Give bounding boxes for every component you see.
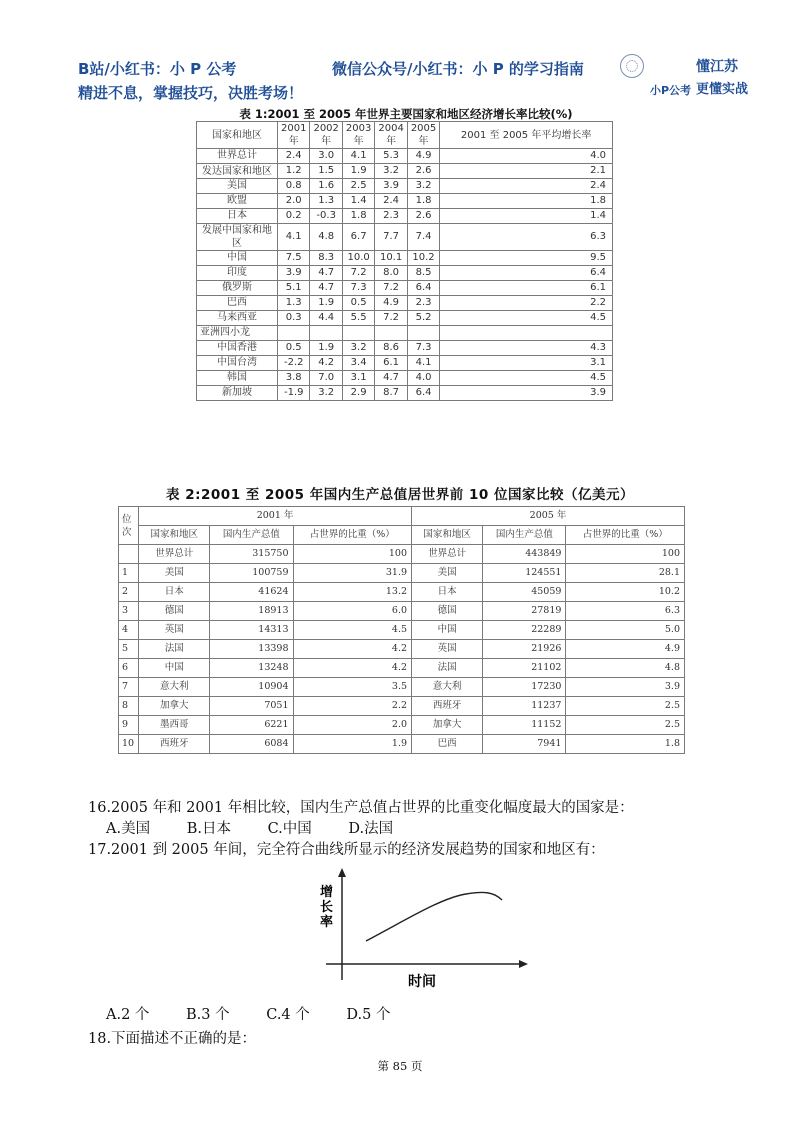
table2-cell: 100 — [293, 545, 412, 564]
table1-value-cell: 7.3 — [342, 281, 374, 296]
table1-row — [197, 251, 613, 266]
table2-row — [119, 583, 685, 602]
table2-cell: 美国 — [139, 564, 210, 583]
table1-name-cell: 发达国家和地区 — [197, 164, 278, 179]
table1-value-cell: 4.1 — [342, 149, 374, 164]
table2-rank-cell: 9 — [119, 716, 139, 735]
table1-value-cell: 5.2 — [407, 311, 439, 326]
table2-cell: 2.0 — [293, 716, 412, 735]
table1-value-cell — [375, 326, 407, 341]
table1-value-cell: 3.2 — [407, 179, 439, 194]
logo-line2: 更懂实战 — [696, 82, 749, 97]
table1-header-cell: 2003年 — [342, 122, 374, 149]
table1-value-cell: 5.3 — [375, 149, 407, 164]
table1-name-cell: 欧盟 — [197, 194, 278, 209]
table2-cell: 加拿大 — [139, 697, 210, 716]
table1-value-cell: 3.2 — [310, 386, 342, 401]
table2-cell: 西班牙 — [412, 697, 483, 716]
table1-row — [197, 386, 613, 401]
table1-name-cell: 中国 — [197, 251, 278, 266]
table2-cell: 4.5 — [293, 621, 412, 640]
table1 — [196, 121, 613, 401]
table2-cell: 28.1 — [566, 564, 685, 583]
table1-value-cell: 1.3 — [310, 194, 342, 209]
table1-value-cell: 1.9 — [310, 341, 342, 356]
y-axis-arrow — [338, 868, 346, 877]
table2-cell: 4.8 — [566, 659, 685, 678]
table2-cell: 6221 — [210, 716, 293, 735]
table2-cell: 7941 — [483, 735, 566, 754]
table1-value-cell: 5.1 — [278, 281, 310, 296]
table1-value-cell: 3.9 — [375, 179, 407, 194]
table1-row — [197, 179, 613, 194]
table1-value-cell: 8.0 — [375, 266, 407, 281]
table1-avg-cell: 4.3 — [440, 341, 613, 356]
table1-value-cell: 10.2 — [407, 251, 439, 266]
table1-value-cell: 3.8 — [278, 371, 310, 386]
table1-avg-cell: 4.0 — [440, 149, 613, 164]
table2-cell: 10.2 — [566, 583, 685, 602]
table1-avg-cell: 4.5 — [440, 371, 613, 386]
table1-value-cell: -0.3 — [310, 209, 342, 224]
table1-value-cell: 3.4 — [342, 356, 374, 371]
option-c[interactable]: C.4 个 — [266, 1007, 310, 1023]
table2-cell: 21102 — [483, 659, 566, 678]
table2-rank-cell: 1 — [119, 564, 139, 583]
table2-rank-cell — [119, 545, 139, 564]
table1-value-cell: 1.3 — [278, 296, 310, 311]
table2-cell: 31.9 — [293, 564, 412, 583]
option-d[interactable]: D.法国 — [348, 821, 394, 837]
table2-cell: 22289 — [483, 621, 566, 640]
header-slogan: 精进不息，掌握技巧，决胜考场！ — [78, 84, 304, 102]
option-b[interactable]: B.日本 — [186, 821, 231, 837]
table1-value-cell: 4.7 — [375, 371, 407, 386]
header-bilibili-line: B站/小红书：小 P 公考 — [78, 60, 237, 78]
table2-cell: 17230 — [483, 678, 566, 697]
table2-cell: 1.9 — [293, 735, 412, 754]
question-17-options — [106, 1003, 422, 1024]
table2-cell: 3.9 — [566, 678, 685, 697]
table2-row — [119, 602, 685, 621]
table1-avg-cell: 2.4 — [440, 179, 613, 194]
table2-cell: 2.5 — [566, 716, 685, 735]
table2-cell: 加拿大 — [412, 716, 483, 735]
table2-cell: 3.5 — [293, 678, 412, 697]
table1-value-cell: 4.1 — [278, 224, 310, 251]
table1-value-cell: 7.7 — [375, 224, 407, 251]
table2-cell: 27819 — [483, 602, 566, 621]
table2-cell: 41624 — [210, 583, 293, 602]
table1-header-cell: 2002年 — [310, 122, 342, 149]
table1-row — [197, 224, 613, 251]
table2-total-row — [119, 545, 685, 564]
table1-value-cell: 8.6 — [375, 341, 407, 356]
table2-cell: 墨西哥 — [139, 716, 210, 735]
table1-value-cell: 4.0 — [407, 371, 439, 386]
table1-name-cell: 俄罗斯 — [197, 281, 278, 296]
table1-value-cell: 4.7 — [310, 266, 342, 281]
table1-value-cell: 2.0 — [278, 194, 310, 209]
table2-cell: 世界总计 — [412, 545, 483, 564]
table1-value-cell: 10.1 — [375, 251, 407, 266]
table1-value-cell: 7.3 — [407, 341, 439, 356]
table1-avg-cell — [440, 326, 613, 341]
table2-year2: 2005 年 — [412, 507, 685, 526]
table1-value-cell: 2.9 — [342, 386, 374, 401]
table2-rank-cell: 4 — [119, 621, 139, 640]
table2-subheader: 国内生产总值 — [483, 526, 566, 545]
table1-value-cell: 4.8 — [310, 224, 342, 251]
table1-value-cell: 3.1 — [342, 371, 374, 386]
graph-ylabel-char: 增 — [320, 885, 334, 900]
table1-value-cell: 7.2 — [375, 281, 407, 296]
table1-avg-cell: 6.1 — [440, 281, 613, 296]
table1-value-cell: -1.9 — [278, 386, 310, 401]
table2-cell: 2.5 — [566, 697, 685, 716]
table2-cell: 10904 — [210, 678, 293, 697]
table2-cell: 18913 — [210, 602, 293, 621]
table2-row — [119, 678, 685, 697]
table1-avg-cell: 6.4 — [440, 266, 613, 281]
logo-globe-icon — [620, 54, 644, 78]
table2-cell: 日本 — [412, 583, 483, 602]
table1-value-cell: 2.4 — [375, 194, 407, 209]
table2-cell: 6084 — [210, 735, 293, 754]
graph-ylabel-char: 长 — [320, 900, 334, 915]
table2-cell: 2.2 — [293, 697, 412, 716]
table2-cell: 5.0 — [566, 621, 685, 640]
table1-name-cell: 印度 — [197, 266, 278, 281]
header-wechat-line: 微信公众号/小红书：小 P 的学习指南 — [332, 60, 584, 78]
table1-row — [197, 341, 613, 356]
table2-rank-cell: 5 — [119, 640, 139, 659]
table1-value-cell — [278, 326, 310, 341]
table1-avg-cell: 1.4 — [440, 209, 613, 224]
table1-avg-cell: 2.2 — [440, 296, 613, 311]
table1-name-cell: 马来西亚 — [197, 311, 278, 326]
table1-row — [197, 194, 613, 209]
table1-name-cell: 日本 — [197, 209, 278, 224]
table1-row — [197, 356, 613, 371]
table2-cell: 德国 — [412, 602, 483, 621]
table2-cell: 日本 — [139, 583, 210, 602]
table2-subheader: 国家和地区 — [139, 526, 210, 545]
table1-avg-cell: 3.1 — [440, 356, 613, 371]
table2-cell: 中国 — [412, 621, 483, 640]
question-18: 18.下面描述不正确的是： — [88, 1031, 257, 1047]
table1-value-cell: 1.9 — [342, 164, 374, 179]
table1-row — [197, 311, 613, 326]
table2-cell: 6.3 — [566, 602, 685, 621]
table2-subheader: 国家和地区 — [412, 526, 483, 545]
table2-cell: 21926 — [483, 640, 566, 659]
table1-value-cell: 3.9 — [278, 266, 310, 281]
table2-rank-cell: 3 — [119, 602, 139, 621]
table2-row — [119, 640, 685, 659]
table2-cell: 100759 — [210, 564, 293, 583]
table1-value-cell: 6.7 — [342, 224, 374, 251]
table2-rank-header: 位次 — [119, 507, 139, 545]
table1-name-cell: 中国台湾 — [197, 356, 278, 371]
table1-value-cell: -2.2 — [278, 356, 310, 371]
table1-name-cell: 发展中国家和地区 — [197, 224, 278, 251]
table1-value-cell: 0.5 — [278, 341, 310, 356]
table1-value-cell: 0.5 — [342, 296, 374, 311]
table1-avg-cell: 6.3 — [440, 224, 613, 251]
table2-cell: 11237 — [483, 697, 566, 716]
table1-name-cell: 新加坡 — [197, 386, 278, 401]
table2-cell: 6.0 — [293, 602, 412, 621]
table1-row — [197, 371, 613, 386]
table2-row — [119, 735, 685, 754]
table2-cell: 中国 — [139, 659, 210, 678]
table2-cell: 西班牙 — [139, 735, 210, 754]
table1-value-cell: 3.0 — [310, 149, 342, 164]
table2-cell: 100 — [566, 545, 685, 564]
table2-rank-cell: 10 — [119, 735, 139, 754]
x-axis-arrow — [519, 960, 528, 968]
table1-value-cell: 1.4 — [342, 194, 374, 209]
table2-title: 表 2:2001 至 2005 年国内生产总值居世界前 10 位国家比较（亿美元） — [166, 487, 634, 503]
brand-logo — [608, 52, 748, 98]
page-number: 第 85 页 — [377, 1059, 423, 1073]
table2-subheader: 国内生产总值 — [210, 526, 293, 545]
trend-curve — [366, 892, 502, 941]
table2-rank-cell: 7 — [119, 678, 139, 697]
table1-header-cell: 2001年 — [278, 122, 310, 149]
table2-cell: 4.2 — [293, 640, 412, 659]
option-b[interactable]: B.3 个 — [186, 1007, 230, 1023]
table1-title: 表 1:2001 至 2005 年世界主要国家和地区经济增长率比较(%) — [239, 107, 573, 121]
table2-cell: 法国 — [139, 640, 210, 659]
option-c[interactable]: C.中国 — [267, 821, 312, 837]
graph-ylabel-char: 率 — [320, 915, 334, 930]
table1-row — [197, 164, 613, 179]
table1-row — [197, 326, 613, 341]
table1-value-cell: 6.4 — [407, 281, 439, 296]
table2-cell: 13248 — [210, 659, 293, 678]
table1-value-cell: 7.4 — [407, 224, 439, 251]
table1-value-cell — [342, 326, 374, 341]
option-a[interactable]: A.美国 — [106, 821, 151, 837]
table2-rank-cell: 6 — [119, 659, 139, 678]
table2-cell: 意大利 — [139, 678, 210, 697]
table1-value-cell: 3.2 — [342, 341, 374, 356]
table2-cell: 13398 — [210, 640, 293, 659]
table2-cell: 1.8 — [566, 735, 685, 754]
table1-value-cell: 4.9 — [375, 296, 407, 311]
table2-subheader: 占世界的比重（%） — [566, 526, 685, 545]
table1-value-cell: 8.5 — [407, 266, 439, 281]
table1-value-cell: 7.0 — [310, 371, 342, 386]
table1-value-cell: 4.7 — [310, 281, 342, 296]
table1-value-cell: 1.5 — [310, 164, 342, 179]
table1-value-cell: 3.2 — [375, 164, 407, 179]
table1-header-cell: 2005年 — [407, 122, 439, 149]
table2-subheader: 占世界的比重（%） — [293, 526, 412, 545]
question-16: 16.2005 年和 2001 年相比较，国内生产总值占世界的比重变化幅度最大的国家是： — [88, 800, 634, 816]
table2-cell: 德国 — [139, 602, 210, 621]
table1-name-cell: 亚洲四小龙 — [197, 326, 278, 341]
table2-cell: 7051 — [210, 697, 293, 716]
table2-year1: 2001 年 — [139, 507, 412, 526]
table2-cell: 4.2 — [293, 659, 412, 678]
table1-name-cell: 韩国 — [197, 371, 278, 386]
table1-value-cell: 5.5 — [342, 311, 374, 326]
table1-value-cell: 0.3 — [278, 311, 310, 326]
table1-value-cell: 1.8 — [342, 209, 374, 224]
table1-row — [197, 296, 613, 311]
table1-avg-cell: 2.1 — [440, 164, 613, 179]
table1-name-cell: 巴西 — [197, 296, 278, 311]
table1-value-cell: 0.2 — [278, 209, 310, 224]
table2-rank-cell: 2 — [119, 583, 139, 602]
table1-value-cell: 7.2 — [342, 266, 374, 281]
table1-avg-cell: 1.8 — [440, 194, 613, 209]
option-d[interactable]: D.5 个 — [346, 1007, 391, 1023]
table1-value-cell: 6.4 — [407, 386, 439, 401]
table2 — [118, 506, 685, 754]
table2-cell: 14313 — [210, 621, 293, 640]
table1-header-row — [197, 122, 613, 149]
table2-row — [119, 621, 685, 640]
table1-header-cell: 2004年 — [375, 122, 407, 149]
table2-cell: 443849 — [483, 545, 566, 564]
table2-cell: 美国 — [412, 564, 483, 583]
table2-cell: 4.9 — [566, 640, 685, 659]
table1-header-cell: 国家和地区 — [197, 122, 278, 149]
graph-ylabel — [320, 884, 333, 930]
table1-value-cell: 4.9 — [407, 149, 439, 164]
table2-year-row — [119, 507, 685, 526]
table2-cell: 13.2 — [293, 583, 412, 602]
table2-subheader-row — [119, 526, 685, 545]
logo-line1: 懂江苏 — [696, 59, 738, 75]
table2-rank-cell: 8 — [119, 697, 139, 716]
table1-row — [197, 149, 613, 164]
table2-cell: 45059 — [483, 583, 566, 602]
table1-value-cell: 0.8 — [278, 179, 310, 194]
table2-cell: 11152 — [483, 716, 566, 735]
logo-brand: 小P公考 — [650, 84, 692, 97]
table2-cell: 世界总计 — [139, 545, 210, 564]
table1-row — [197, 266, 613, 281]
table2-row — [119, 716, 685, 735]
table2-cell: 意大利 — [412, 678, 483, 697]
table1-value-cell: 2.6 — [407, 164, 439, 179]
table1-value-cell: 2.5 — [342, 179, 374, 194]
table2-row — [119, 564, 685, 583]
table1-value-cell — [310, 326, 342, 341]
question-17: 17.2001 到 2005 年间，完全符合曲线所显示的经济发展趋势的国家和地区有： — [88, 842, 605, 858]
table1-value-cell: 7.2 — [375, 311, 407, 326]
table1-value-cell: 1.8 — [407, 194, 439, 209]
table1-value-cell: 8.3 — [310, 251, 342, 266]
table1-value-cell: 2.4 — [278, 149, 310, 164]
question-16-options — [106, 817, 425, 838]
table1-value-cell: 4.1 — [407, 356, 439, 371]
table2-row — [119, 697, 685, 716]
table1-avg-cell: 9.5 — [440, 251, 613, 266]
table1-value-cell: 2.3 — [407, 296, 439, 311]
table2-cell: 英国 — [139, 621, 210, 640]
table1-name-cell: 美国 — [197, 179, 278, 194]
table1-name-cell: 中国香港 — [197, 341, 278, 356]
trend-graph — [306, 866, 536, 991]
table1-row — [197, 209, 613, 224]
table1-value-cell: 4.2 — [310, 356, 342, 371]
table1-value-cell — [407, 326, 439, 341]
table1-avg-cell: 3.9 — [440, 386, 613, 401]
graph-xlabel: 时间 — [408, 974, 436, 990]
table1-header-cell: 2001 至 2005 年平均增长率 — [440, 122, 613, 149]
table2-cell: 英国 — [412, 640, 483, 659]
table1-value-cell: 2.6 — [407, 209, 439, 224]
table2-cell: 315750 — [210, 545, 293, 564]
table2-cell: 巴西 — [412, 735, 483, 754]
table1-name-cell: 世界总计 — [197, 149, 278, 164]
table1-value-cell: 1.2 — [278, 164, 310, 179]
table2-row — [119, 659, 685, 678]
table1-value-cell: 2.3 — [375, 209, 407, 224]
table1-value-cell: 7.5 — [278, 251, 310, 266]
table1-value-cell: 10.0 — [342, 251, 374, 266]
table2-cell: 法国 — [412, 659, 483, 678]
table2-cell: 124551 — [483, 564, 566, 583]
table1-value-cell: 8.7 — [375, 386, 407, 401]
table1-value-cell: 4.4 — [310, 311, 342, 326]
table1-value-cell: 1.9 — [310, 296, 342, 311]
option-a[interactable]: A.2 个 — [106, 1007, 150, 1023]
table1-avg-cell: 4.5 — [440, 311, 613, 326]
table1-value-cell: 6.1 — [375, 356, 407, 371]
table1-row — [197, 281, 613, 296]
table1-value-cell: 1.6 — [310, 179, 342, 194]
